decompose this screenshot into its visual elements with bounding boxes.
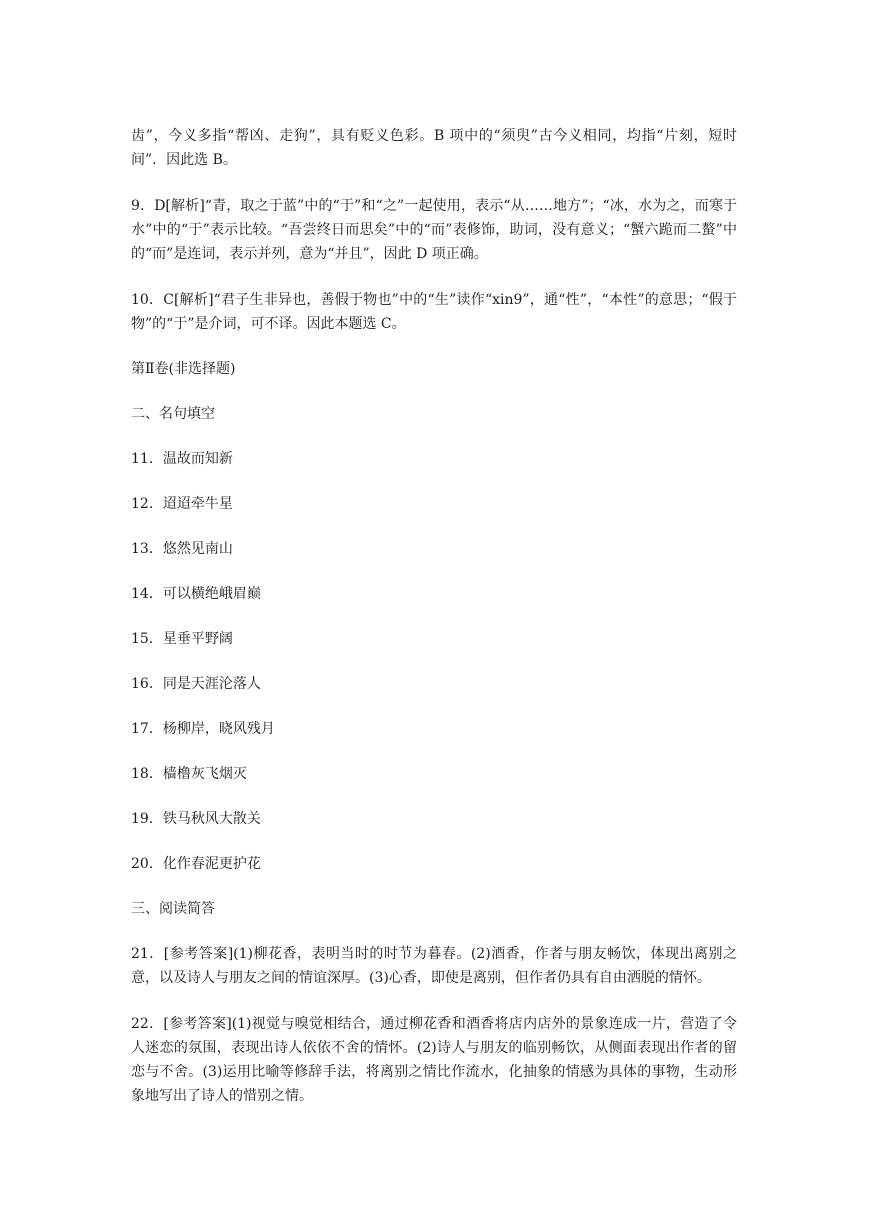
section-heading-fill-in: 二、名句填空 bbox=[131, 406, 215, 422]
answer-18: 18．樯橹灰飞烟灭 bbox=[131, 766, 247, 782]
answer-10: 10．C[解析]“君子生非异也，善假于物也”中的“生”读作“xin9”，通“性”，“本性”的意思；“假于物”的“于”是介词，可不译。因此本题选 C。 bbox=[131, 292, 737, 332]
answer-19: 19．铁马秋风大散关 bbox=[131, 811, 261, 827]
answer-15: 15．星垂平野阔 bbox=[131, 631, 233, 647]
answer-20: 20．化作春泥更护花 bbox=[131, 856, 261, 872]
answer-11: 11．温故而知新 bbox=[131, 451, 233, 467]
answer-16: 16．同是天涯沦落人 bbox=[131, 676, 261, 692]
answer-9: 9．D[解析]“青，取之于蓝”中的“于”和“之”一起使用，表示“从……地方”；“冰，水为之，而寒于水”中的“于”表示比较。“吾尝终日而思矣”中的“而”表修饰，助词，没有意义；“蟹六跪而二螯”中的“而”是连词，表示并列，意为“并且”，因此 D 项正确。 bbox=[131, 198, 737, 262]
section-heading-volume-2: 第Ⅱ卷(非选择题) bbox=[131, 361, 236, 377]
document-page bbox=[131, 124, 737, 1108]
answer-14: 14．可以横绝峨眉巅 bbox=[131, 586, 261, 602]
answer-22: 22．[参考答案](1)视觉与嗅觉相结合，通过柳花香和酒香将店内店外的景象连成一片，营造了令人迷恋的氛围，表现出诗人依依不舍的情怀。(2)诗人与朋友的临别畅饮，从侧面表现出作者的留恋与不舍。(3)运用比喻等修辞手法，将离别之情比作流水，化抽象的情感为具体的事物，生动形象地写出了诗人的惜别之情。 bbox=[131, 1016, 737, 1104]
answer-12: 12．迢迢牵牛星 bbox=[131, 496, 233, 512]
answer-17: 17．杨柳岸，晓风残月 bbox=[131, 721, 275, 737]
section-heading-reading: 三、阅读简答 bbox=[131, 901, 215, 917]
answer-21: 21．[参考答案](1)柳花香，表明当时的时节为暮春。(2)酒香，作者与朋友畅饮，体现出离别之意，以及诗人与朋友之间的情谊深厚。(3)心香，即使是离别，但作者仍具有自由洒脱的情怀。 bbox=[131, 946, 737, 986]
answer-13: 13．悠然见南山 bbox=[131, 541, 233, 557]
answer-8-continuation: 齿”，今义多指“帮凶、走狗”，具有贬义色彩。B 项中的“须臾”古今义相同，均指“片刻，短时间”．因此选 B。 bbox=[131, 128, 737, 168]
